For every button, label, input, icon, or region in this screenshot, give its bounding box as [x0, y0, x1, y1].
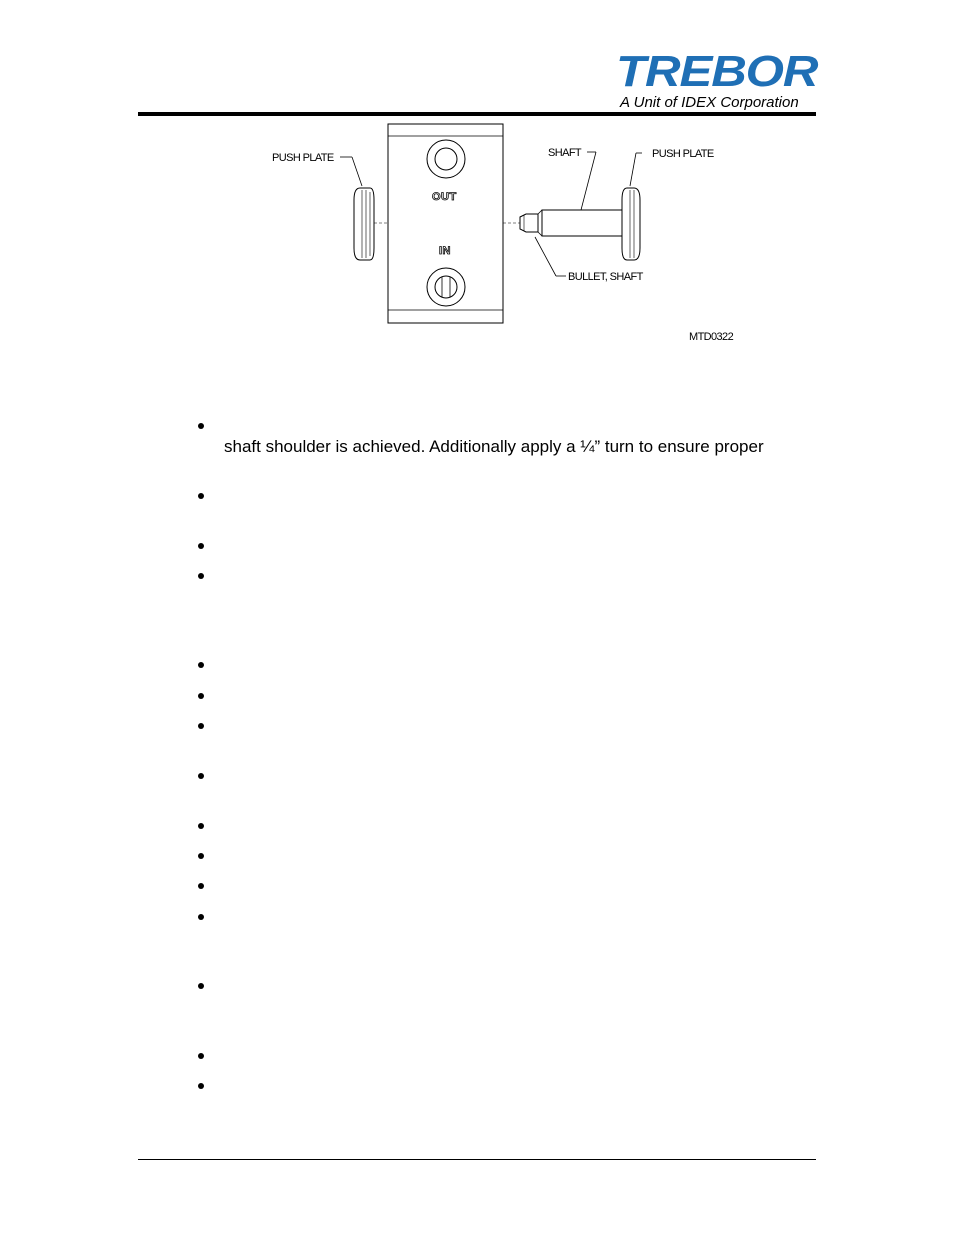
bullet-15 — [198, 1083, 206, 1091]
bullet-10 — [198, 853, 206, 861]
figure-id: MTD0322 — [689, 331, 734, 343]
logo-wordmark: TREBOR — [616, 47, 818, 96]
bullet-6 — [198, 693, 206, 701]
footer-rule — [138, 1159, 816, 1160]
bullet-13 — [198, 983, 206, 991]
bullet-9 — [198, 823, 206, 831]
label-push-plate-right: PUSH PLATE — [652, 148, 714, 160]
label-shaft: SHAFT — [548, 147, 582, 159]
in-mark: IN — [439, 245, 451, 257]
bullet-3 — [198, 543, 206, 551]
bullet-12 — [198, 914, 206, 922]
valve-body — [388, 124, 503, 323]
bullet-7 — [198, 723, 206, 731]
logo-tagline: A Unit of IDEX Corporation — [620, 94, 799, 111]
trebor-logo — [612, 47, 818, 112]
label-bullet-shaft: BULLET, SHAFT — [568, 271, 643, 283]
label-push-plate-left: PUSH PLATE — [272, 152, 334, 164]
bullet-8 — [198, 773, 206, 781]
left-push-plate — [354, 188, 374, 260]
bullet-2 — [198, 493, 206, 501]
paragraph-line: shaft shoulder is achieved. Additionally apply a ¼” turn to ensure proper — [224, 437, 764, 456]
bullet-4 — [198, 573, 206, 581]
bullet-1 — [198, 423, 206, 431]
shaft-assembly — [520, 188, 640, 260]
header-rule — [138, 112, 816, 116]
bullet-11 — [198, 883, 206, 891]
bullet-14 — [198, 1053, 206, 1061]
out-mark: OUT — [432, 191, 457, 203]
bullet-5 — [198, 662, 206, 670]
valve-shaft-diagram — [270, 120, 740, 345]
